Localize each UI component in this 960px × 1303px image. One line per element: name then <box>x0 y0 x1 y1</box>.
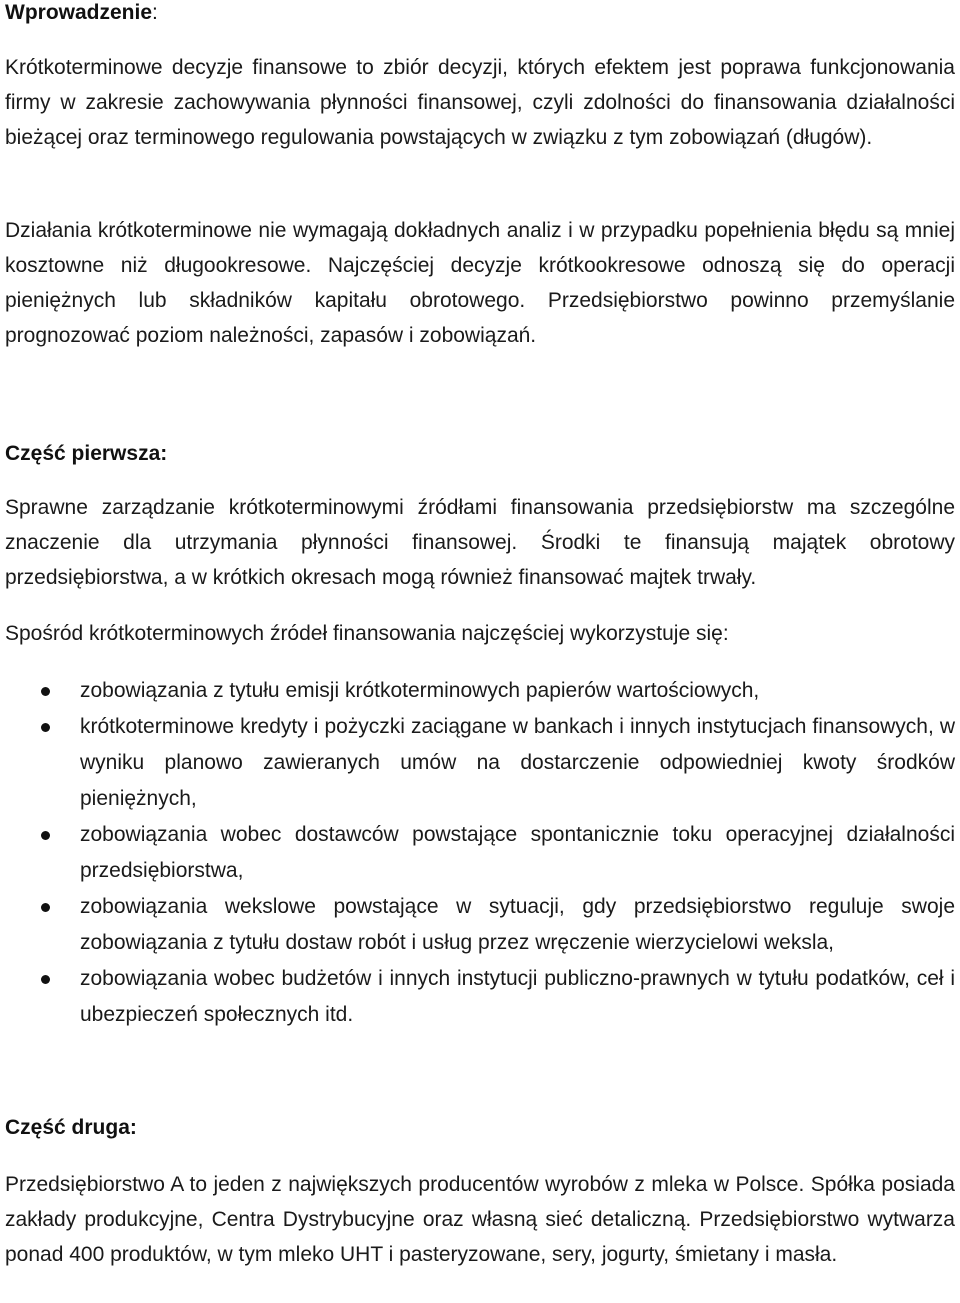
intro-paragraph-2: Działania krótkoterminowe nie wymagają dokładnych analiz i w przypadku popełnienia błędu są mniej kosztowne niż długookresowe. Najczęściej decyzje krótkookresowe odnoszą się do operacji pieniężnych lub składników kapitału obrotowego. Przedsiębiorstwo powinno przemyślanie prognozować poziom należności, zapasów i zobowiązań. <box>5 219 955 347</box>
part2-heading <box>5 1115 955 1140</box>
intro-heading-suffix: : <box>152 1 158 24</box>
part2-paragraph-1-block <box>5 1167 955 1272</box>
part1-paragraph-1-block <box>5 490 955 595</box>
bullet-icon <box>41 687 50 696</box>
bullet-icon <box>41 975 50 984</box>
part2-heading-block <box>5 1115 955 1140</box>
list-item-text: zobowiązania wobec dostawców powstające spontanicznie toku operacyjnej działalności przedsiębiorstwa, <box>80 823 955 882</box>
bullet-icon <box>41 903 50 912</box>
part1-paragraph-2-block <box>5 616 955 651</box>
list-item <box>5 817 955 889</box>
sources-list <box>5 673 955 1033</box>
list-item-text: krótkoterminowe kredyty i pożyczki zaciągane w bankach i innych instytucjach finansowych, w wyniku planowo zawieranych umów na dostarczenie odpowiedniej kwoty środków pieniężnych, <box>80 715 955 810</box>
list-item-text: zobowiązania wekslowe powstające w sytuacji, gdy przedsiębiorstwo reguluje swoje zobowiązania z tytułu dostaw robót i usług przez wręczenie wierzycielowi weksla, <box>80 895 955 954</box>
part1-heading-block <box>5 441 955 466</box>
list-item-text: zobowiązania wobec budżetów i innych instytucji publiczno-prawnych w tytułu podatków, ceł i ubezpieczeń społecznych itd. <box>80 967 955 1026</box>
list-item-text: zobowiązania z tytułu emisji krótkoterminowych papierów wartościowych, <box>80 679 760 702</box>
part1-paragraph-1: Sprawne zarządzanie krótkoterminowymi źródłami finansowania przedsiębiorstw ma szczególne znaczenie dla utrzymania płynności finansowej. Środki te finansują majątek obrotowy przedsiębiorstwa, a w krótkich okresach mogą również finansować majtek trwały. <box>5 496 955 589</box>
sources-list-block <box>5 673 955 1033</box>
list-item <box>5 709 955 817</box>
intro-heading <box>5 0 955 25</box>
list-item <box>5 673 955 709</box>
bullet-icon <box>41 723 50 732</box>
list-item <box>5 889 955 961</box>
part2-heading-text: Część druga: <box>5 1116 137 1139</box>
bullet-icon <box>41 831 50 840</box>
part1-heading-text: Część pierwsza: <box>5 442 168 465</box>
intro-paragraph-2-block <box>5 213 955 353</box>
part1-paragraph-2: Spośród krótkoterminowych źródeł finansowania najczęściej wykorzystuje się: <box>5 622 729 645</box>
intro-paragraph-1: Krótkoterminowe decyzje finansowe to zbiór decyzji, których efektem jest poprawa funkcjonowania firmy w zakresie zachowywania płynności finansowej, czyli zdolności do finansowania działalności bieżącej oraz terminowego regulowania powstających w związku z tym zobowiązań (długów). <box>5 56 955 149</box>
intro-section <box>5 0 955 25</box>
intro-paragraph-1-block <box>5 50 955 155</box>
intro-heading-bold: Wprowadzenie <box>5 1 153 24</box>
part2-paragraph-1: Przedsiębiorstwo A to jeden z największych producentów wyrobów z mleka w Polsce. Spółka posiada zakłady produkcyjne, Centra Dystrybucyjne oraz własną sieć detaliczną. Przedsiębiorstwo wytwarza ponad 400 produktów, w tym mleko UHT i pasteryzowane, sery, jogurty, śmietany i masła. <box>5 1173 955 1266</box>
part1-heading <box>5 441 955 466</box>
list-item <box>5 961 955 1033</box>
